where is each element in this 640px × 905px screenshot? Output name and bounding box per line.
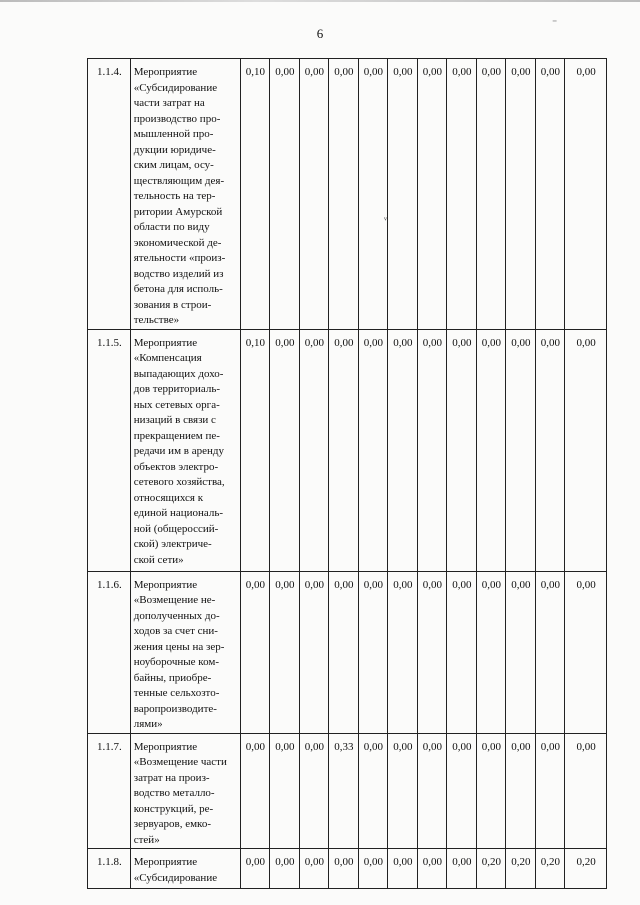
measure-title <box>130 329 240 571</box>
measure-title-line: водство металло- <box>133 787 215 799</box>
table-row <box>88 849 607 889</box>
measure-title-line: «Возмещение части <box>133 756 227 768</box>
measure-title-line: затрат на произ- <box>133 771 210 784</box>
value-cell: 0,00 <box>417 849 447 889</box>
measure-title-line: конструкций, ре- <box>133 802 214 815</box>
value-cell: 0,00 <box>447 849 477 889</box>
value-cell: 0,20 <box>506 849 536 889</box>
value-cell: 0,00 <box>447 733 477 849</box>
measure-title-line: тельность на тер- <box>133 190 216 202</box>
measure-title-line: тенные сельхозто- <box>133 687 220 699</box>
measure-title-line: зования в строи- <box>133 298 212 311</box>
measure-title-line: экономической де- <box>133 236 222 249</box>
value-cell: 0,00 <box>358 59 388 330</box>
measure-title-line: дополученных до- <box>133 609 220 622</box>
row-number: 1.1.6. <box>88 571 131 733</box>
row-number: 1.1.8. <box>88 849 131 889</box>
value-cell: 0,00 <box>270 329 300 571</box>
measure-title-line: мышленной про- <box>133 128 214 140</box>
measure-title-line: ской сети» <box>133 553 184 566</box>
measure-title-line: части затрат на <box>133 97 205 109</box>
measure-title-line: прекращением пе- <box>133 429 220 442</box>
measure-title-line: «Возмещение не- <box>133 594 216 606</box>
measure-title <box>130 59 240 330</box>
value-cell: 0,00 <box>388 849 418 889</box>
measure-title-line: сетевого хозяйства, <box>133 476 225 488</box>
value-cell: 0,00 <box>270 571 300 733</box>
value-cell: 0,00 <box>535 59 565 330</box>
value-cell: 0,00 <box>476 329 506 571</box>
measure-title-line: Мероприятие <box>133 856 198 868</box>
measure-title-line: ществляющим дея- <box>133 174 225 187</box>
measure-title-line: ской) электриче- <box>133 538 212 550</box>
value-cell: 0,00 <box>270 733 300 849</box>
measure-title-line: Мероприятие <box>133 66 198 78</box>
measure-title-line: объектов электро- <box>133 460 219 473</box>
measure-title-line: стей» <box>133 833 160 846</box>
value-cell: 0,00 <box>506 329 536 571</box>
measure-title-line: бетона для исполь- <box>133 283 223 295</box>
value-cell: 0,00 <box>565 571 607 733</box>
value-cell: 0,00 <box>417 733 447 849</box>
value-cell: 0,00 <box>447 329 477 571</box>
value-cell: 0,00 <box>417 59 447 330</box>
value-cell: 0,00 <box>358 849 388 889</box>
value-cell: 0,00 <box>506 733 536 849</box>
value-cell: 0,00 <box>417 571 447 733</box>
scan-speck: ⁻ <box>552 18 558 29</box>
measure-title-line: байны, приобре- <box>133 671 212 684</box>
measure-title-line: варопроизводите- <box>133 702 217 715</box>
value-cell: 0,00 <box>329 329 359 571</box>
measure-title-line: «Компенсация <box>133 352 202 364</box>
measure-title-line: единой националь- <box>133 507 224 519</box>
measure-title <box>130 571 240 733</box>
value-cell: 0,00 <box>476 733 506 849</box>
value-cell: 0,00 <box>565 59 607 330</box>
value-cell: 0,00 <box>476 59 506 330</box>
measure-title-line: тельстве» <box>133 314 180 326</box>
value-cell: 0,00 <box>270 59 300 330</box>
value-cell: 0,00 <box>506 59 536 330</box>
value-cell: 0,00 <box>447 59 477 330</box>
value-cell: 0,00 <box>240 571 270 733</box>
measure-title-line: Мероприятие <box>133 740 198 753</box>
value-cell: 0,00 <box>329 571 359 733</box>
measure-title-line: ной (общероссий- <box>133 522 219 535</box>
measure-title-line: водство изделий из <box>133 267 224 280</box>
measure-title-line: области по виду <box>133 221 210 233</box>
measure-title-line: ским лицам, осу- <box>133 159 214 171</box>
measure-title-line: ритории Амурской <box>133 205 223 218</box>
value-cell: 0,00 <box>358 571 388 733</box>
measure-title-line: лями» <box>133 718 163 730</box>
table-row <box>88 329 607 571</box>
value-cell: 0,20 <box>535 849 565 889</box>
value-cell: 0,00 <box>447 571 477 733</box>
measure-title <box>130 733 240 849</box>
value-cell: 0,00 <box>565 329 607 571</box>
value-cell: 0,10 <box>240 59 270 330</box>
measure-title-line: дукции юридиче- <box>133 143 216 156</box>
value-cell: 0,33 <box>329 733 359 849</box>
measure-title-line: относящихся к <box>133 491 204 504</box>
value-cell: 0,00 <box>358 329 388 571</box>
value-cell: 0,00 <box>506 571 536 733</box>
budget-table <box>87 58 607 889</box>
measure-title-line: Мероприятие <box>133 578 198 591</box>
value-cell: 0,00 <box>476 571 506 733</box>
value-cell: 0,00 <box>535 329 565 571</box>
value-cell: 0,00 <box>299 59 329 330</box>
table-body <box>88 59 607 889</box>
measure-title-line: жения цены на зер- <box>133 640 225 653</box>
measure-title-line: ходов за счет сни- <box>133 625 218 637</box>
value-cell: 0,00 <box>388 59 418 330</box>
measure-title-line: ноуборочные ком- <box>133 656 220 668</box>
table-row <box>88 571 607 733</box>
value-cell: 0,00 <box>535 733 565 849</box>
value-cell: 0,00 <box>417 329 447 571</box>
row-number: 1.1.7. <box>88 733 131 849</box>
value-cell: 0,00 <box>299 571 329 733</box>
value-cell: 0,00 <box>388 329 418 571</box>
table-row <box>88 733 607 849</box>
measure-title <box>130 849 240 889</box>
measure-title-line: производство про- <box>133 112 221 125</box>
measure-title-line: выпадающих дохо- <box>133 367 224 380</box>
value-cell: 0,00 <box>535 571 565 733</box>
row-number: 1.1.5. <box>88 329 131 571</box>
value-cell: 0,10 <box>240 329 270 571</box>
value-cell: 0,20 <box>476 849 506 889</box>
value-cell: 0,00 <box>388 733 418 849</box>
value-cell: 0,00 <box>388 571 418 733</box>
value-cell: 0,00 <box>329 849 359 889</box>
scan-top-edge <box>0 0 640 2</box>
measure-title-line: дов территориаль- <box>133 383 221 395</box>
value-cell: 0,00 <box>299 733 329 849</box>
value-cell: 0,00 <box>270 849 300 889</box>
measure-title-line: Мероприятие <box>133 336 198 349</box>
value-cell: 0,00 <box>565 733 607 849</box>
row-number: 1.1.4. <box>88 59 131 330</box>
measure-title-line: «Субсидирование <box>133 81 218 94</box>
scan-speck: ᵛ <box>384 215 387 226</box>
value-cell: 0,00 <box>329 59 359 330</box>
measure-title-line: ных сетевых орга- <box>133 398 220 411</box>
value-cell: 0,00 <box>240 733 270 849</box>
value-cell: 0,00 <box>358 733 388 849</box>
measure-title-line: зервуаров, емко- <box>133 818 212 830</box>
measure-title-line: редачи им в аренду <box>133 445 224 457</box>
value-cell: 0,20 <box>565 849 607 889</box>
measure-title-line: «Субсидирование <box>133 871 218 884</box>
measure-title-line: ятельности «произ- <box>133 252 226 264</box>
table-row <box>88 59 607 330</box>
value-cell: 0,00 <box>299 329 329 571</box>
page-number: 6 <box>316 26 324 41</box>
value-cell: 0,00 <box>299 849 329 889</box>
measure-title-line: низаций в связи с <box>133 414 216 426</box>
value-cell: 0,00 <box>240 849 270 889</box>
